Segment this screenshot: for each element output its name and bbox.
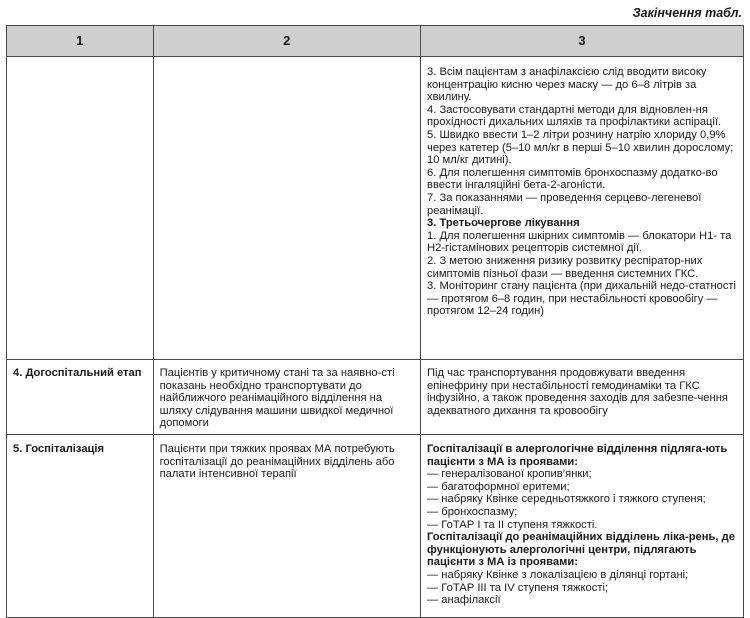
list-item: 7. За показаннями — проведення серцево-легеневої реанімації. <box>427 191 702 217</box>
description-cell <box>153 435 420 618</box>
section-heading: Госпіталізації в алергологічне відділення підляга-ють пацієнти з МА із проявами: <box>427 443 728 468</box>
column-header-1: 1 <box>7 26 154 57</box>
list-item: — бронхоспазму; <box>427 505 518 518</box>
stage-label: 4. Догоспітальний етап <box>13 367 142 379</box>
description-text: Пацієнтів у критичному стані та за наявно-сті показань необхідно транспортувати до найближчого реанімаційного відділення на шляху слідування машини швидкої медичної допомоги <box>159 367 395 430</box>
stage-label <box>7 57 153 65</box>
measures-text: Під час транспортування продовжувати введення епінефрину при нестабільності гемодинаміки та ГКС інфузійно, а також проведення заходів для забезпе-чення адекватного дихання та кровообігу <box>427 367 728 417</box>
measures-cell <box>421 360 744 435</box>
description-cell <box>153 57 420 360</box>
table-row <box>7 360 744 435</box>
list-item: — ГоТАР І та ІІ ступеня тяжкості. <box>427 518 598 531</box>
list-item: 3. Моніторинг стану пацієнта (при дихальній недо-статності — протягом 6–8 годин, при нестабільності кровообігу — протягом 12–24 годин) <box>427 280 737 318</box>
list-item: 3. Всім пацієнтам з анафілаксією слід вводити високу концентрацію кисню через маску — до 6–8 літрів за хвилину. <box>427 66 707 104</box>
list-item: 4. Застосовувати стандартні методи для відновлен-ня прохідності дихальних шляхів та профілактики аспірації. <box>427 103 722 129</box>
table-header-row <box>7 26 744 57</box>
measures-cell <box>421 57 744 360</box>
table-row <box>7 435 744 618</box>
stage-label: 5. Госпіталізація <box>13 443 105 455</box>
treatment-table <box>6 25 744 618</box>
list-item: — набряку Квінке середньотяжкого і тяжкого ступеня; <box>427 493 706 506</box>
list-item: 6. Для полегшення симптомів бронхоспазму додатко-во ввести інгаляційні бета-2-агоністи. <box>427 166 718 192</box>
section-heading: Госпіталізації до реанімаційних відділень ліка-рень, де функціонують алергологічні центри, підлягають пацієнти з МА із проявами: <box>427 531 735 569</box>
column-header-3: 3 <box>421 26 744 57</box>
measures-list <box>421 57 743 322</box>
list-item: — анафілаксії <box>427 594 501 607</box>
description-text <box>154 57 420 65</box>
table-row <box>7 57 744 360</box>
list-item: — багатоформної еритеми; <box>427 480 570 493</box>
list-item: — набряку Квінке з локалізацією в ділянці гортані; <box>427 568 689 581</box>
stage-cell <box>7 360 154 435</box>
measures-list <box>421 435 743 611</box>
stage-cell <box>7 435 154 618</box>
list-item: — ГоТАР ІІІ та ІV ступеня тяжкості; <box>427 581 609 594</box>
section-heading: 3. Третьочергове лікування <box>427 217 580 230</box>
column-header-2: 2 <box>153 26 420 57</box>
stage-cell <box>7 57 154 360</box>
list-item: 1. Для полегшення шкірних симптомів — блокатори Н1- та Н2-гістамінових рецепторів системної дії. <box>427 229 732 255</box>
list-item: — генералізованої кропив’янки; <box>427 468 592 481</box>
description-text: Пацієнти при тяжких проявах МА потребують госпіталізації до реанімаційних відділень або палати інтенсивної терапії <box>159 443 395 481</box>
table-caption: Закінчення табл. <box>632 6 742 20</box>
measures-cell <box>421 435 744 618</box>
list-item: 5. Швидко ввести 1–2 літри розчину натрію хлориду 0,9% через катетер (5–10 мл/кг в перші 5–10 хвилин дорослому; 10 мл/кг дитині). <box>427 128 734 167</box>
description-cell <box>153 360 420 435</box>
list-item: 2. З метою зниження ризику розвитку респіратор-них симптомів пізньої фази — введення системних ГКС. <box>427 254 703 280</box>
